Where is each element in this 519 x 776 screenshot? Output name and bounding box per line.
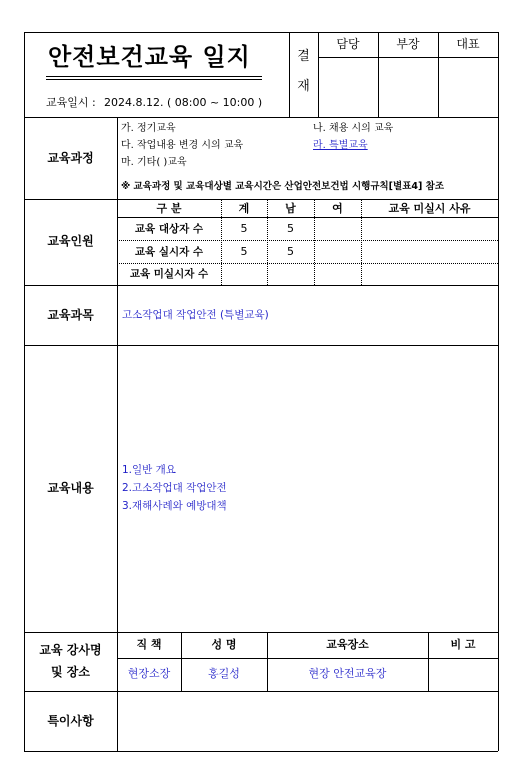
course-option-hiring: 나. 채용 시의 교육 [313, 123, 394, 134]
remarks-label: 특이사항 [47, 714, 94, 728]
course-label: 교육과정 [47, 151, 94, 165]
approver-director: 부장 [396, 37, 420, 51]
title-underline [46, 76, 262, 77]
personnel-row-male: 5 [287, 222, 294, 235]
page-title: 안전보건교육 일지 [48, 43, 251, 71]
personnel-row-line [117, 240, 498, 241]
section-divider [24, 632, 498, 633]
instructor-header-position: 직 책 [136, 638, 162, 651]
date-value: 2024.8.12. ( 08:00 ~ 10:00 ) [104, 96, 263, 109]
personnel-header-male: 남 [285, 202, 296, 215]
section-divider [24, 199, 498, 200]
frame-bottom [24, 751, 498, 752]
approval-divider [289, 32, 290, 117]
personnel-row-total: 5 [240, 222, 248, 235]
approval-label: 결 [297, 49, 310, 64]
approver-ceo: 대표 [456, 37, 480, 51]
instructor-header-name: 성 명 [211, 638, 237, 651]
section-divider [24, 117, 498, 118]
instructor-label: 교육 강사명 [39, 643, 102, 657]
personnel-row-total: 5 [240, 245, 248, 258]
personnel-header-reason: 교육 미실시 사유 [388, 202, 471, 215]
approval-label: 재 [297, 79, 310, 94]
personnel-row-label: 교육 실시자 수 [134, 246, 204, 258]
content-item: 1.일반 개요 [122, 464, 176, 476]
approver-manager: 담당 [336, 37, 360, 51]
frame-right [498, 32, 499, 751]
instructor-header-line [117, 658, 498, 659]
course-option-other: 마. 기타( )교육 [121, 157, 187, 168]
instructor-place: 현장 안전교육장 [308, 667, 387, 680]
personnel-header-total: 계 [238, 202, 250, 215]
frame-top [24, 32, 498, 33]
instructor-header-note: 비 고 [450, 638, 476, 651]
instructor-label: 및 장소 [51, 665, 90, 679]
personnel-row-line [117, 263, 498, 264]
course-option-change: 다. 작업내용 변경 시의 교육 [121, 140, 244, 151]
instructor-name: 홍길성 [208, 667, 240, 680]
course-note: ※ 교육과정 및 교육대상별 교육시간은 산업안전보건법 시행규칙[별표4] 참조 [121, 181, 444, 192]
content-item: 3.재해사례와 예방대책 [122, 500, 227, 512]
content-item: 2.고소작업대 작업안전 [122, 482, 227, 494]
personnel-row-male: 5 [287, 245, 294, 258]
date-label: 교육일시 : [46, 96, 96, 109]
personnel-label: 교육인원 [47, 234, 94, 248]
course-option-regular: 가. 정기교육 [121, 123, 176, 134]
instructor-position: 현장소장 [127, 667, 171, 680]
section-divider [24, 345, 498, 346]
instructor-header-place: 교육장소 [326, 638, 369, 651]
course-option-special: 라. 특별교육 [313, 140, 368, 151]
section-divider [24, 691, 498, 692]
personnel-header-female: 여 [332, 202, 343, 215]
approval-divider [318, 57, 498, 58]
personnel-header-line [117, 217, 498, 218]
subject-label: 교육과목 [47, 308, 94, 322]
personnel-header-category: 구 분 [156, 202, 182, 215]
content-label: 교육내용 [47, 481, 94, 495]
personnel-row-label: 교육 대상자 수 [134, 223, 204, 235]
subject-value: 고소작업대 작업안전 (특별교육) [122, 309, 269, 321]
personnel-row-label: 교육 미실시자 수 [129, 268, 209, 280]
section-divider [24, 285, 498, 286]
title-underline [46, 79, 262, 80]
